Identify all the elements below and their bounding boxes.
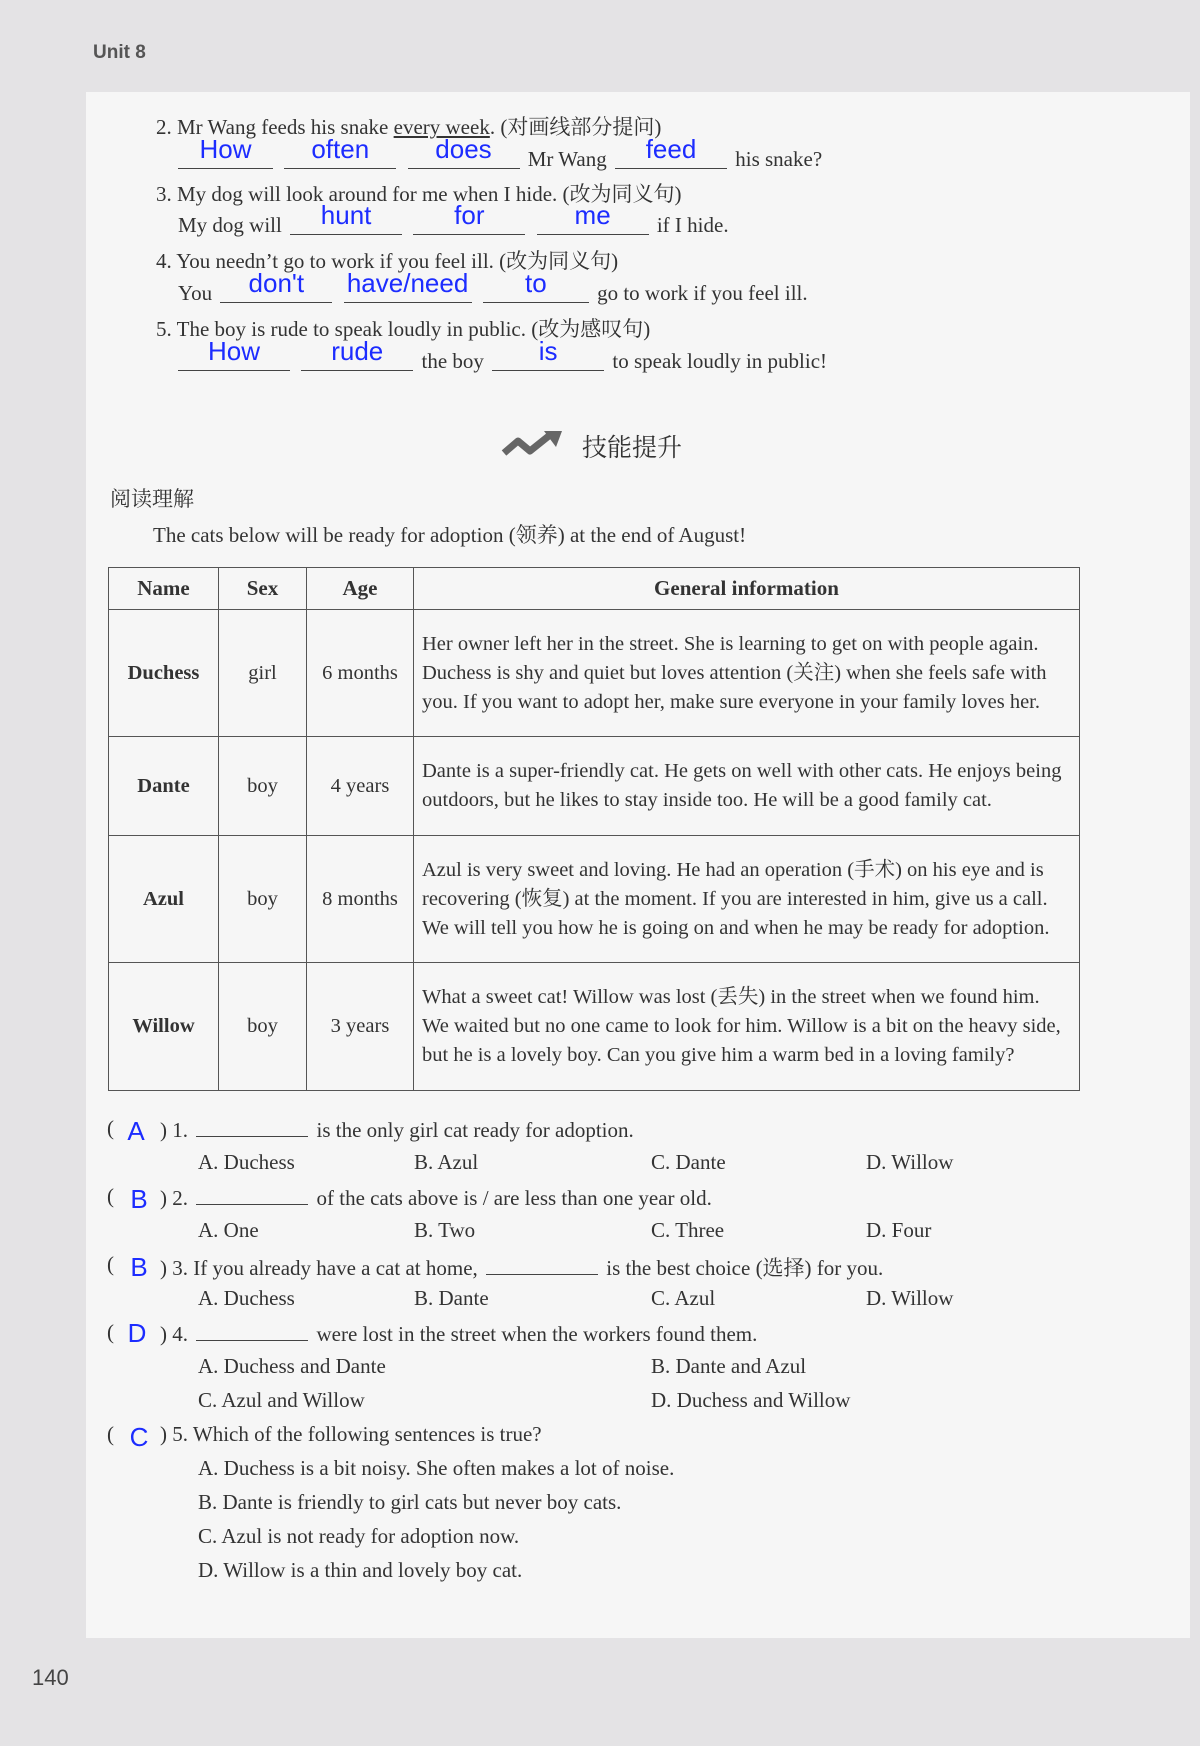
header-info: General information	[414, 568, 1080, 610]
cell-info: Her owner left her in the street. She is learning to get on with people again. Duchess is shy and quiet but loves attention (关注) when she feels safe with you. If you want to adopt her, make sure everyone in your family loves her.	[414, 610, 1080, 737]
cell-sex: boy	[219, 737, 307, 836]
q1-option-b[interactable]: B. Azul	[414, 1150, 479, 1174]
header-sex: Sex	[219, 568, 307, 610]
q2mc-answer[interactable]: B	[130, 1184, 148, 1214]
q3mc-option-b[interactable]: B. Dante	[414, 1286, 489, 1310]
q2mc-blank[interactable]	[196, 1184, 308, 1205]
q5mc-option-d[interactable]: D. Willow is a thin and lovely boy cat.	[198, 1558, 523, 1582]
q3mc-option-d[interactable]: D. Willow	[866, 1286, 954, 1310]
cell-name: Dante	[109, 737, 219, 836]
reading-intro: The cats below will be ready for adoption (领养) at the end of August!	[153, 523, 747, 547]
cell-age: 3 years	[307, 963, 414, 1091]
q5-prompt: 5. The boy is rude to speak loudly in public. (改为感叹句)	[156, 317, 651, 341]
cell-name: Duchess	[109, 610, 219, 737]
q4mc-answer[interactable]: D	[127, 1318, 147, 1348]
q2-blank-1[interactable]: How	[178, 142, 273, 169]
q4mc-option-c[interactable]: C. Azul and Willow	[198, 1388, 365, 1412]
q5mc-option-a[interactable]: A. Duchess is a bit noisy. She often makes a lot of noise.	[198, 1456, 675, 1480]
q5-blank-2[interactable]: rude	[301, 344, 413, 371]
table-header-row	[109, 568, 1080, 610]
q5mc-option-b[interactable]: B. Dante is friendly to girl cats but never boy cats.	[198, 1490, 622, 1514]
q1-option-c[interactable]: C. Dante	[651, 1150, 726, 1174]
q3mc-stem: ) 3. If you already have a cat at home, is the best choice (选择) for you.	[160, 1256, 884, 1280]
q3mc-blank[interactable]	[486, 1254, 598, 1275]
q1-answer[interactable]: A	[127, 1116, 145, 1146]
cell-info: Dante is a super-friendly cat. He gets on well with other cats. He enjoys being outdoors, but he likes to stay inside too. He will be a good family cat.	[414, 737, 1080, 836]
q3-answer-line: My dog will hunt for me if I hide.	[178, 200, 729, 237]
cell-age: 4 years	[307, 737, 414, 836]
section-heading: 技能提升	[500, 428, 682, 464]
trend-up-icon	[500, 429, 570, 463]
q1-blank[interactable]	[196, 1116, 308, 1137]
section-subtitle: 阅读理解	[110, 487, 194, 511]
cell-info: What a sweet cat! Willow was lost (丢失) in the street when we found him. We waited but no one came to look for him. Willow is a bit on the heavy side, but he is a lovely boy. Can you give him a warm bed in a loving family?	[414, 963, 1080, 1091]
table-row	[109, 737, 1080, 836]
q1-stem: ) 1. is the only girl cat ready for adoption.	[160, 1118, 634, 1142]
cell-age: 8 months	[307, 836, 414, 963]
cell-sex: boy	[219, 963, 307, 1091]
page-number: 140	[32, 1665, 69, 1690]
q4mc-paren-open: (	[107, 1320, 114, 1344]
q5mc-answer[interactable]: C	[129, 1422, 149, 1452]
q4mc-blank[interactable]	[196, 1320, 308, 1341]
q2mc-option-a[interactable]: A. One	[198, 1218, 259, 1242]
q5-blank-1[interactable]: How	[178, 344, 290, 371]
q5-answer-line: How rude the boy is to speak loudly in public!	[175, 344, 827, 374]
q2mc-option-d[interactable]: D. Four	[866, 1218, 932, 1242]
q3-prompt: 3. My dog will look around for me when I hide. (改为同义句)	[156, 182, 682, 206]
q5mc-stem: ) 5. Which of the following sentences is true?	[160, 1422, 542, 1446]
cell-sex: girl	[219, 610, 307, 737]
q3mc-paren-open: (	[107, 1252, 114, 1276]
q2mc-stem: ) 2. of the cats above is / are less than one year old.	[160, 1186, 712, 1210]
cell-name: Azul	[109, 836, 219, 963]
q2mc-option-c[interactable]: C. Three	[651, 1218, 725, 1242]
q3mc-option-a[interactable]: A. Duchess	[198, 1286, 295, 1310]
q3-blank-1[interactable]: hunt	[290, 208, 402, 235]
table-row	[109, 963, 1080, 1091]
q2mc-paren-open: (	[107, 1184, 114, 1208]
cell-info: Azul is very sweet and loving. He had an operation (手术) on his eye and is recovering (恢复) at the moment. If you are interested in him, give us a call. We will tell you how he is going on and when he may be ready for adoption.	[414, 836, 1080, 963]
cell-age: 6 months	[307, 610, 414, 737]
q4mc-option-b[interactable]: B. Dante and Azul	[651, 1354, 807, 1378]
header-name: Name	[109, 568, 219, 610]
q4-answer-line: You don't have/need to go to work if you feel ill.	[178, 268, 808, 305]
header-age: Age	[307, 568, 414, 610]
q3-blank-2[interactable]: for	[413, 208, 525, 235]
q2-answer-line: How often does Mr Wang feed his snake?	[175, 142, 822, 172]
q4mc-option-a[interactable]: A. Duchess and Dante	[198, 1354, 386, 1378]
q4-blank-1[interactable]: don't	[220, 276, 332, 303]
q2-blank-4[interactable]: feed	[615, 142, 727, 169]
q4mc-stem: ) 4. were lost in the street when the workers found them.	[160, 1322, 758, 1346]
cell-name: Willow	[109, 963, 219, 1091]
q2-prompt: 2. Mr Wang feeds his snake every week. (对画线部分提问)	[156, 115, 662, 139]
unit-label: Unit 8	[93, 42, 146, 63]
cats-table	[108, 567, 1080, 1091]
q1-option-d[interactable]: D. Willow	[866, 1150, 954, 1174]
q3-blank-3[interactable]: me	[537, 208, 649, 235]
q2mc-option-b[interactable]: B. Two	[414, 1218, 476, 1242]
cell-sex: boy	[219, 836, 307, 963]
q1-paren-open: (	[107, 1116, 114, 1140]
q5mc-paren-open: (	[107, 1422, 114, 1446]
table-row	[109, 610, 1080, 737]
table-row	[109, 836, 1080, 963]
q4-prompt: 4. You needn’t go to work if you feel ill. (改为同义句)	[156, 249, 619, 273]
q1-option-a[interactable]: A. Duchess	[198, 1150, 295, 1174]
q5mc-option-c[interactable]: C. Azul is not ready for adoption now.	[198, 1524, 520, 1548]
q2-blank-2[interactable]: often	[284, 142, 396, 169]
q4mc-option-d[interactable]: D. Duchess and Willow	[651, 1388, 851, 1412]
q4-blank-3[interactable]: to	[483, 276, 589, 303]
q3mc-answer[interactable]: B	[130, 1252, 148, 1282]
q4-blank-2[interactable]: have/need	[344, 276, 472, 303]
q3mc-option-c[interactable]: C. Azul	[651, 1286, 716, 1310]
q5-blank-3[interactable]: is	[492, 344, 604, 371]
q2-blank-3[interactable]: does	[408, 142, 520, 169]
